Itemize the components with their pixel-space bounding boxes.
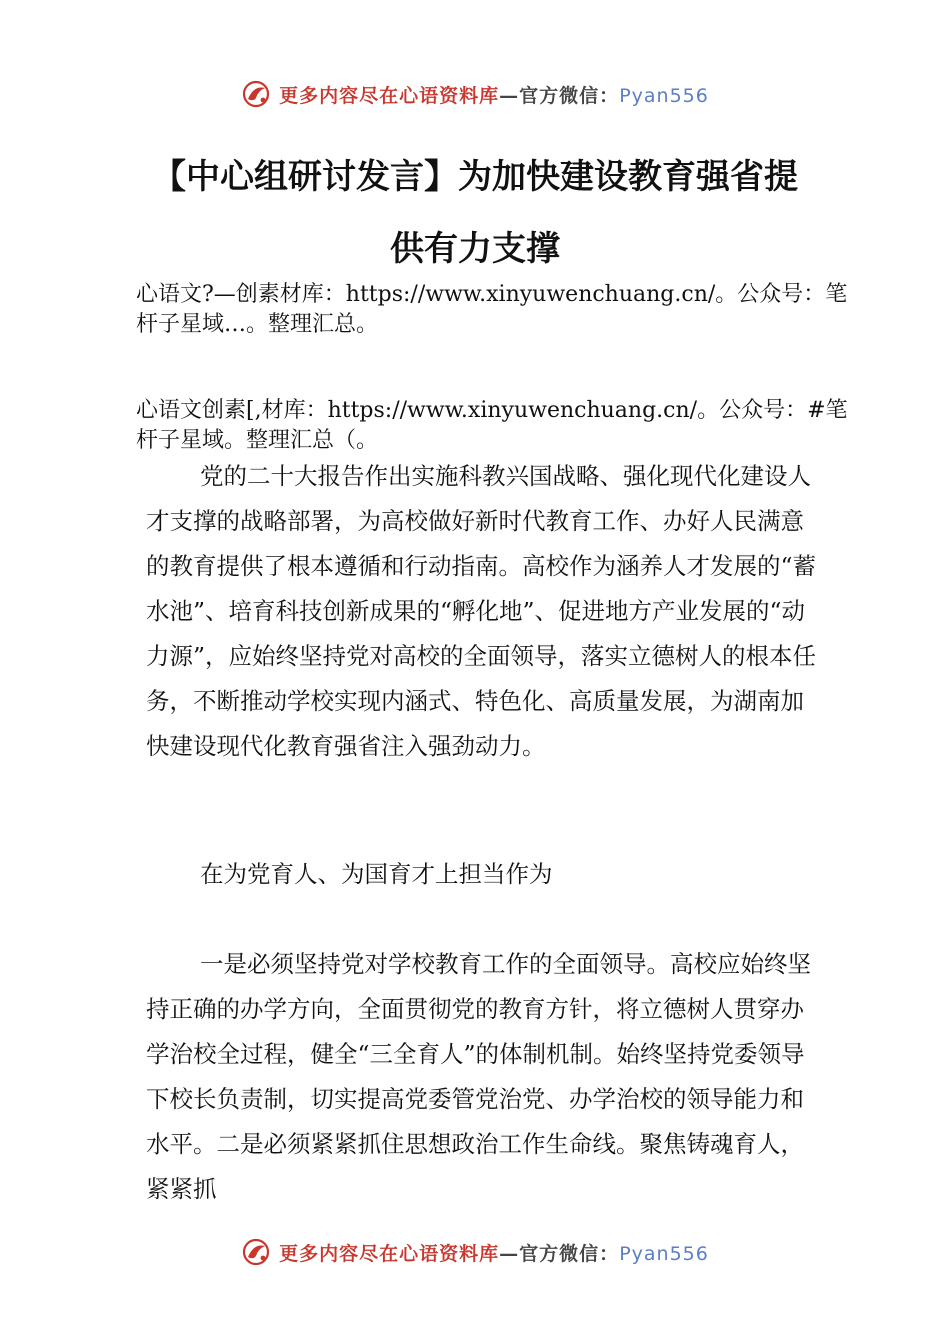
banner-main-text: 更多内容尽在心语资料库 — [279, 1242, 500, 1265]
footer-banner — [0, 1230, 950, 1274]
banner-dash: — — [499, 84, 520, 107]
page-title-line-1: 【中心组研讨发言】为加快建设教育强省提 — [152, 157, 798, 197]
banner-wechat-id: Pyan556 — [619, 1242, 709, 1265]
brush-seal-icon — [241, 79, 271, 109]
brush-seal-icon — [241, 1237, 271, 1267]
banner-wechat-label: 官方微信： — [519, 1242, 620, 1265]
banner-text — [279, 81, 709, 108]
banner-main-text: 更多内容尽在心语资料库 — [279, 84, 500, 107]
source-note-1: 心语文?—创素材库：https://www.xinyuwenchuang.cn/。公众号：笔杆子星域…。整理汇总。 — [136, 282, 848, 337]
body-paragraph-1: 党的二十大报告作出实施科教兴国战略、强化现代化建设人才支撑的战略部署，为高校做好新时代教育工作、办好人民满意的教育提供了根本遵循和行动指南。高校作为涵养人才发展的“蓄水池”、培育科技创新成果的“孵化地”、促进地方产业发展的“动力源”，应始终坚持党对高校的全面领导，落实立德树人的根本任务，不断推动学校实现内涵式、特色化、高质量发展，为湖南加快建设现代化教育强省注入强劲动力。 — [146, 462, 817, 760]
banner-wechat-id: Pyan556 — [619, 84, 709, 107]
page-title-line-2: 供有力支撑 — [390, 229, 560, 269]
banner-wechat-label: 官方微信： — [519, 84, 620, 107]
source-note-2: 心语文创素[,材库：https://www.xinyuwenchuang.cn/。公众号：#笔杆子星域。整理汇总（。 — [136, 398, 848, 453]
banner-dash: — — [499, 1242, 520, 1265]
banner-text — [279, 1239, 709, 1266]
body-paragraph-2: 一是必须坚持党对学校教育工作的全面领导。高校应始终坚持正确的办学方向，全面贯彻党的教育方针，将立德树人贯穿办学治校全过程，健全“三全育人”的体制机制。始终坚持党委领导下校长负责制，切实提高党委管党治党、办学治校的领导能力和水平。二是必须紧紧抓住思想政治工作生命线。聚焦铸魂育人，紧紧抓 — [146, 950, 811, 1203]
header-banner — [0, 72, 950, 116]
section-heading: 在为党育人、为国育才上担当作为 — [200, 860, 553, 888]
